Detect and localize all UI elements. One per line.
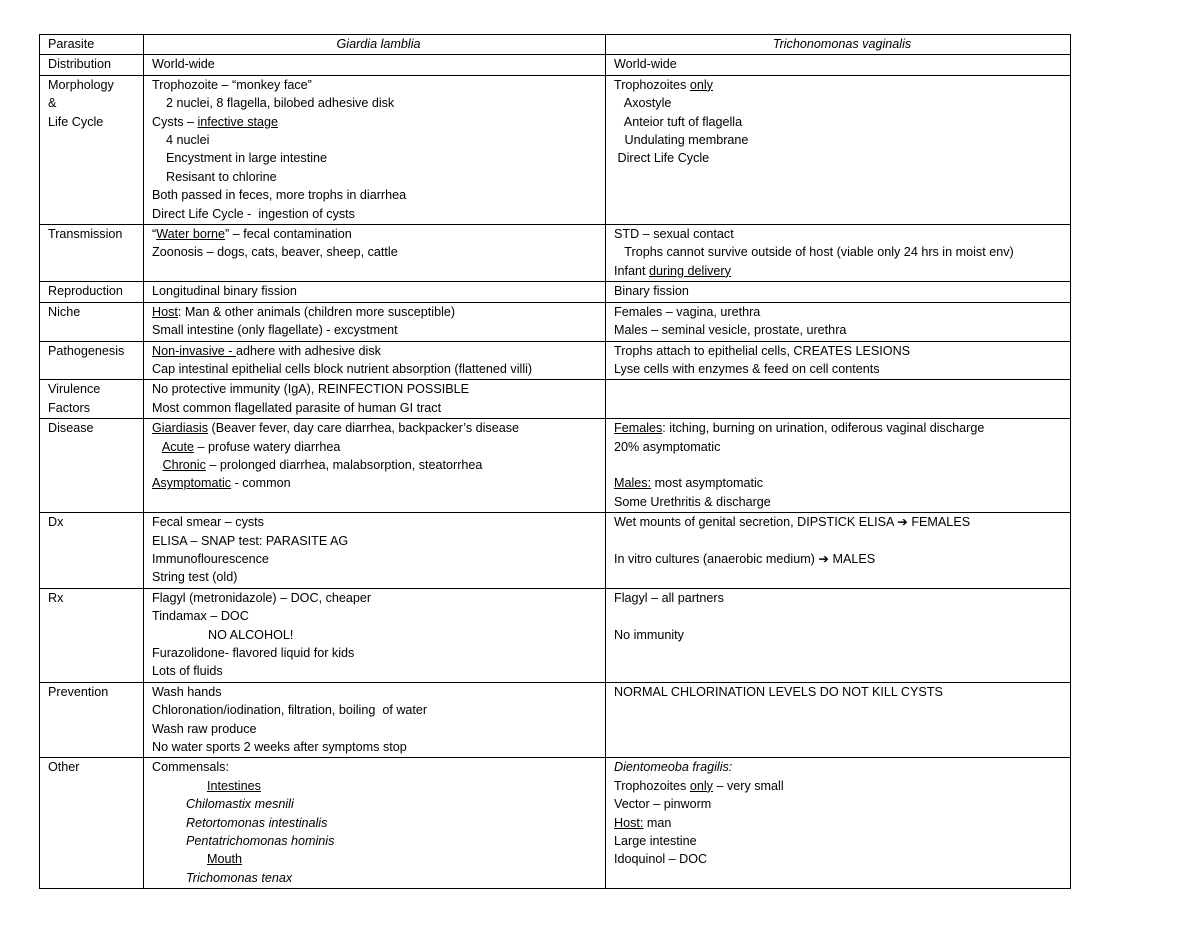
cell-line: Tindamax – DOC [152, 609, 249, 624]
text-span: Wet mounts of genital secretion, DIPSTICK ELISA [614, 515, 898, 530]
cell-line [614, 550, 1070, 568]
cell-line: Commensals: [152, 760, 229, 775]
giardia-cell [144, 302, 606, 341]
text-span: man [643, 815, 672, 830]
cell-line: 4 nuclei [152, 133, 210, 148]
text-span: FEMALES [907, 515, 971, 530]
underlined-text: Asymptomatic [152, 476, 232, 491]
row-niche [40, 302, 1071, 341]
underlined-text: Water borne [156, 227, 226, 242]
giardia-cell [144, 55, 606, 75]
giardia-cell [144, 380, 606, 419]
row-label-line: Factors [48, 400, 90, 415]
blank-line [614, 456, 1070, 474]
underlined-text: infective stage [197, 114, 279, 129]
text-span: most asymptomatic [651, 476, 764, 491]
cell-line: Immunoflourescence [152, 551, 269, 566]
cell-line: Wash raw produce [152, 721, 257, 736]
underlined-text: Host: [614, 815, 644, 830]
parasite-comparison-table [39, 34, 1071, 889]
row-label: Pathogenesis [40, 341, 144, 380]
text-span: Infant [614, 263, 650, 278]
underlined-text: Mouth [207, 852, 243, 867]
text-span: – very small [712, 778, 784, 793]
giardia-cell [144, 75, 606, 224]
cell-line: Small intestine (only flagellate) - excystment [152, 323, 398, 338]
row-label: Distribution [40, 55, 144, 75]
row-disease [40, 419, 1071, 513]
underlined-text: Chronic [162, 457, 206, 472]
cell-line [614, 76, 1070, 94]
text-span: - common [231, 476, 291, 491]
cell-line [152, 438, 605, 456]
underlined-text: Giardiasis [152, 421, 208, 436]
underlined-text: Non-invasive - [152, 343, 236, 358]
text-span: In vitro cultures (anaerobic medium) [614, 551, 819, 566]
row-distribution [40, 55, 1071, 75]
arrow-icon: ➔ [818, 551, 829, 566]
cell-line [614, 777, 1070, 795]
text-span: MALES [828, 551, 876, 566]
text-span: : Man & other animals (children more susceptible) [177, 304, 456, 319]
trichomonas-cell [606, 419, 1071, 513]
cell-line: Both passed in feces, more trophs in diarrhea [152, 188, 407, 203]
giardia-cell [144, 513, 606, 589]
cell-line: Pentatrichomonas hominis [186, 834, 335, 849]
cell-line: Dientomeoba fragilis: [614, 760, 733, 775]
header-trichomonas: Trichonomonas vaginalis [606, 35, 1071, 55]
cell-line: 20% asymptomatic [614, 439, 721, 454]
underlined-text: only [689, 77, 713, 92]
cell-line [614, 262, 1070, 280]
blank-line [614, 532, 1070, 550]
cell-line: World-wide [152, 57, 215, 72]
row-transmission [40, 225, 1071, 282]
text-span: Cysts – [152, 114, 198, 129]
underlined-text: Females [614, 421, 663, 436]
cell-line [152, 342, 605, 360]
cell-line [152, 113, 605, 131]
cell-line: Trichomonas tenax [186, 870, 293, 885]
header-label: Parasite [40, 35, 144, 55]
cell-line [614, 474, 1070, 492]
cell-line: Some Urethritis & discharge [614, 494, 771, 509]
cell-line: String test (old) [152, 570, 238, 585]
text-span: : itching, burning on urination, odiferous vaginal discharge [662, 421, 985, 436]
header-giardia: Giardia lamblia [144, 35, 606, 55]
row-reproduction [40, 282, 1071, 302]
cell-line: Axostyle [614, 96, 672, 111]
trichomonas-cell [606, 282, 1071, 302]
row-label: Reproduction [40, 282, 144, 302]
text-span: adhere with adhesive disk [236, 343, 381, 358]
trichomonas-cell [606, 758, 1071, 889]
cell-line: Zoonosis – dogs, cats, beaver, sheep, cattle [152, 245, 398, 260]
row-label [40, 380, 144, 419]
row-label: Disease [40, 419, 144, 513]
row-rx [40, 588, 1071, 682]
cell-line: Anteior tuft of flagella [614, 114, 743, 129]
cell-line: Most common flagellated parasite of human GI tract [152, 400, 442, 415]
cell-line [152, 850, 605, 868]
giardia-cell [144, 282, 606, 302]
cell-line: ELISA – SNAP test: PARASITE AG [152, 533, 349, 548]
cell-line: Lots of fluids [152, 664, 223, 679]
indent [152, 458, 163, 472]
text-span: Trophozoites [614, 778, 690, 793]
cell-line: Trophozoite – “monkey face” [152, 77, 312, 92]
cell-line: Fecal smear – cysts [152, 515, 264, 530]
giardia-cell [144, 225, 606, 282]
cell-line: Direct Life Cycle [614, 151, 710, 166]
cell-line [152, 474, 605, 492]
trichomonas-cell [606, 341, 1071, 380]
cell-line: Large intestine [614, 834, 697, 849]
trichomonas-cell [606, 588, 1071, 682]
giardia-cell [144, 682, 606, 758]
cell-line: Lyse cells with enzymes & feed on cell contents [614, 361, 880, 376]
cell-line: Furazolidone- flavored liquid for kids [152, 645, 355, 660]
row-label-line: Morphology [48, 77, 114, 92]
cell-line: No immunity [614, 627, 684, 642]
cell-line: 2 nuclei, 8 flagella, bilobed adhesive disk [152, 96, 395, 111]
cell-line: Cap intestinal epithelial cells block nutrient absorption (flattened villi) [152, 361, 533, 376]
row-label: Rx [40, 588, 144, 682]
row-prevention [40, 682, 1071, 758]
trichomonas-cell [606, 302, 1071, 341]
underlined-text: Males: [614, 476, 652, 491]
cell-line: Chilomastix mesnili [186, 797, 294, 812]
row-label: Transmission [40, 225, 144, 282]
blank-line [614, 607, 1070, 625]
row-pathogenesis [40, 341, 1071, 380]
cell-line: Wash hands [152, 684, 222, 699]
row-label [40, 75, 144, 224]
cell-line: Flagyl (metronidazole) – DOC, cheaper [152, 590, 372, 605]
underlined-text: only [689, 778, 713, 793]
cell-line [152, 456, 605, 474]
indent [152, 440, 162, 454]
cell-line: World-wide [614, 57, 677, 72]
text-span: – profuse watery diarrhea [194, 439, 341, 454]
trichomonas-cell [606, 225, 1071, 282]
cell-line: Vector – pinworm [614, 797, 712, 812]
cell-line: Binary fission [614, 284, 689, 299]
header-row [40, 35, 1071, 55]
giardia-cell [144, 341, 606, 380]
cell-line: Idoquinol – DOC [614, 852, 708, 867]
cell-line [614, 419, 1070, 437]
underlined-text: Acute [161, 439, 195, 454]
trichomonas-cell [606, 380, 1071, 419]
cell-line [152, 777, 605, 795]
text-span: ” – fecal contamination [225, 227, 352, 242]
cell-line: Chloronation/iodination, filtration, boiling of water [152, 703, 428, 718]
cell-line: Retortomonas intestinalis [186, 815, 328, 830]
row-label: Dx [40, 513, 144, 589]
cell-line: No protective immunity (IgA), REINFECTION POSSIBLE [152, 382, 470, 397]
giardia-cell [144, 758, 606, 889]
cell-line: Encystment in large intestine [152, 151, 327, 166]
row-dx [40, 513, 1071, 589]
row-label-line: & [48, 96, 57, 111]
text-span: “ [152, 227, 157, 242]
giardia-cell [144, 419, 606, 513]
cell-line: Trophs attach to epithelial cells, CREATES LESIONS [614, 343, 911, 358]
row-label-line: Virulence [48, 382, 101, 397]
text-span: (Beaver fever, day care diarrhea, backpacker’s disease [208, 421, 520, 436]
trichomonas-cell [606, 55, 1071, 75]
cell-line [614, 513, 1070, 531]
cell-line [614, 814, 1070, 832]
giardia-cell [144, 588, 606, 682]
underlined-text: during delivery [649, 263, 731, 278]
text-span: – prolonged diarrhea, malabsorption, steatorrhea [205, 457, 483, 472]
cell-line: Males – seminal vesicle, prostate, urethra [614, 323, 847, 338]
row-label: Niche [40, 302, 144, 341]
cell-line: Undulating membrane [614, 133, 749, 148]
cell-line: Resisant to chlorine [152, 169, 277, 184]
cell-line: NO ALCOHOL! [152, 627, 294, 642]
trichomonas-cell [606, 75, 1071, 224]
underlined-text: Host [152, 304, 178, 319]
cell-line [152, 303, 605, 321]
row-label: Other [40, 758, 144, 889]
cell-line: NORMAL CHLORINATION LEVELS DO NOT KILL CYSTS [614, 684, 943, 699]
cell-line: Flagyl – all partners [614, 590, 724, 605]
arrow-icon: ➔ [897, 515, 908, 530]
row-label-line: Life Cycle [48, 114, 104, 129]
cell-line: No water sports 2 weeks after symptoms stop [152, 740, 407, 755]
row-other [40, 758, 1071, 889]
cell-line: Females – vagina, urethra [614, 304, 761, 319]
trichomonas-cell [606, 682, 1071, 758]
cell-line [152, 225, 605, 243]
row-virulence [40, 380, 1071, 419]
row-label: Prevention [40, 682, 144, 758]
text-span: Trophozoites [614, 77, 690, 92]
cell-line: STD – sexual contact [614, 227, 734, 242]
cell-line: Longitudinal binary fission [152, 284, 297, 299]
underlined-text: Intestines [207, 778, 261, 793]
cell-line: Direct Life Cycle - ingestion of cysts [152, 206, 355, 221]
trichomonas-cell [606, 513, 1071, 589]
cell-line [152, 419, 605, 437]
cell-line: Trophs cannot survive outside of host (viable only 24 hrs in moist env) [614, 245, 1014, 260]
row-morphology [40, 75, 1071, 224]
